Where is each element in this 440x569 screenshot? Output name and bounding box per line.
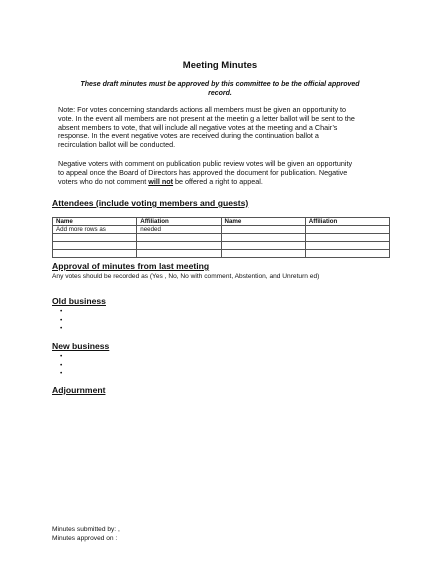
approved-on-line: Minutes approved on : bbox=[52, 535, 118, 542]
column-header: Name bbox=[221, 218, 305, 226]
table-cell bbox=[221, 226, 305, 234]
note-line bbox=[58, 178, 388, 187]
document-subtitle: These draft minutes must be approved by this committee to be the official approved record. bbox=[80, 81, 360, 97]
emphasis-text: will not bbox=[148, 176, 174, 186]
table-cell bbox=[137, 234, 221, 242]
note-line: to appeal once the Board of Directors has approved the document for publication. Negative bbox=[58, 167, 348, 177]
table-cell bbox=[53, 242, 137, 250]
old-business-list bbox=[60, 308, 68, 334]
minutes-footer bbox=[52, 525, 120, 543]
note-line: Note: For votes concerning standards actions all members must be given an opportunity to bbox=[58, 105, 347, 114]
table-row bbox=[53, 242, 390, 250]
table-cell bbox=[305, 242, 389, 250]
column-header: Name bbox=[53, 218, 137, 226]
table-row bbox=[53, 250, 390, 258]
adjournment-heading: Adjournment bbox=[52, 385, 106, 395]
table-cell bbox=[221, 242, 305, 250]
voting-note bbox=[58, 106, 388, 150]
table-cell bbox=[53, 234, 137, 242]
note-text: be offered a right to appeal. bbox=[173, 176, 263, 186]
note-line: vote. In the event all members are not present at the meetin g a letter ballot will be sent to the bbox=[58, 113, 355, 123]
table-cell: Add more rows as bbox=[53, 226, 137, 234]
attendees-heading: Attendees (include voting members and guests) bbox=[52, 198, 249, 208]
document-title: Meeting Minutes bbox=[182, 60, 258, 71]
negative-voters-note bbox=[58, 160, 388, 186]
note-line: Negative voters with comment on publication public review votes will be given an opportunity bbox=[58, 159, 353, 168]
submitted-by-line: Minutes submitted by: , bbox=[52, 526, 120, 533]
new-business-heading: New business bbox=[52, 341, 110, 351]
table-cell bbox=[53, 250, 137, 258]
approval-instructions: Any votes should be recorded as (Yes , No, No with comment, Abstention, and Unreturn ed) bbox=[52, 273, 320, 280]
table-cell bbox=[305, 250, 389, 258]
table-cell bbox=[137, 250, 221, 258]
table-cell: needed bbox=[137, 226, 221, 234]
note-text: voters who do not comment bbox=[58, 176, 149, 186]
old-business-heading: Old business bbox=[52, 296, 106, 306]
attendees-table bbox=[52, 217, 390, 258]
note-line: absent members to vote, that will include all negative votes at the meeting and a Chair’s bbox=[58, 122, 338, 132]
table-cell bbox=[305, 234, 389, 242]
approval-heading: Approval of minutes from last meeting bbox=[52, 261, 210, 271]
table-cell bbox=[305, 226, 389, 234]
column-header: Affiliation bbox=[137, 218, 221, 226]
table-header-row bbox=[53, 218, 390, 226]
table-cell bbox=[137, 242, 221, 250]
table-row bbox=[53, 234, 390, 242]
note-line: response. In the event negative votes are received during the continuation ballot a bbox=[58, 131, 319, 141]
new-business-list bbox=[60, 353, 68, 379]
note-line: recirculation ballot will be conducted. bbox=[58, 140, 176, 150]
column-header: Affiliation bbox=[305, 218, 389, 226]
table-cell bbox=[221, 234, 305, 242]
table-row bbox=[53, 226, 390, 234]
table-cell bbox=[221, 250, 305, 258]
